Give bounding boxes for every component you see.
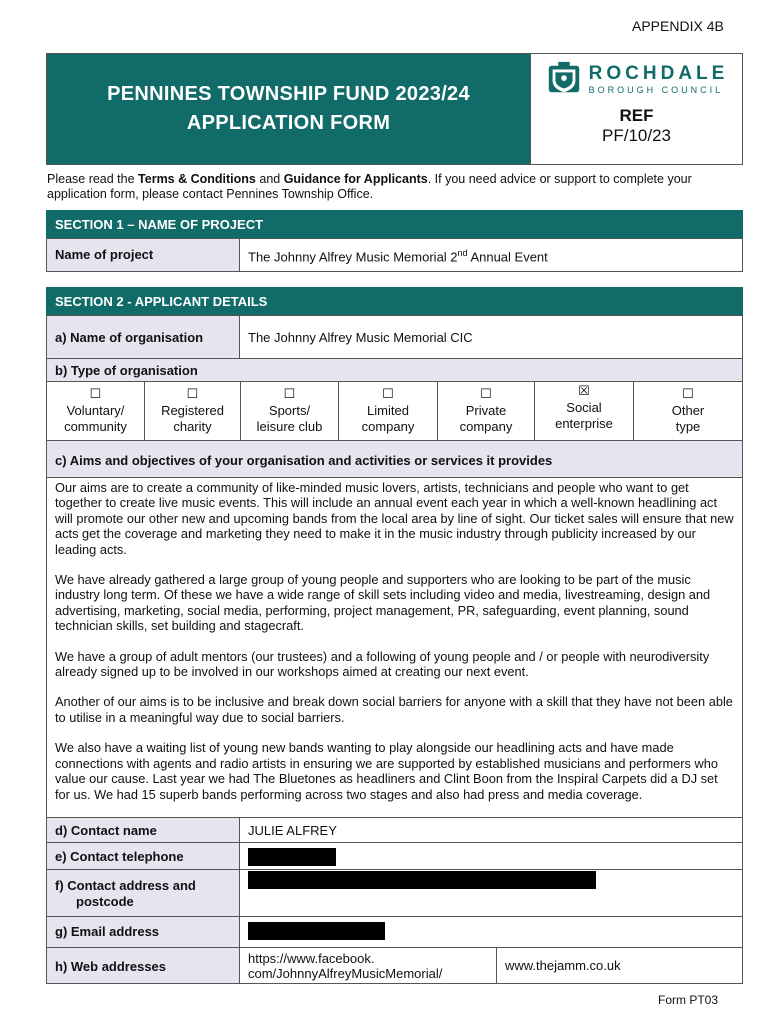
aims-paragraph: We also have a waiting list of young new bands wanting to play alongside our headlining acts and have made connections with agents and radio artists in ensuring we are supported by established musicians and performers who value our cause. Last year we had The Bluetones as headliners and Clint Boon from the Inspiral Carpets did a DJ set for us. We had 15 superb bands performing across two stages and also had press and media coverage. (55, 740, 718, 802)
council-logo (545, 60, 729, 98)
telephone-field[interactable] (240, 843, 742, 869)
project-name-label: Name of project (47, 239, 240, 271)
type-option-label: company (459, 419, 513, 434)
ref-value: PF/10/23 (602, 126, 671, 145)
type-option-label: enterprise (555, 416, 613, 431)
type-option-label: Social (566, 400, 602, 415)
web-address-facebook[interactable] (240, 948, 497, 983)
web-address-site[interactable]: www.thejamm.co.uk (505, 958, 621, 973)
checkbox-icon[interactable]: ☐ (382, 386, 394, 401)
type-option-label: Registered (161, 403, 224, 418)
crest-icon (545, 60, 583, 98)
form-header (46, 53, 743, 165)
org-name-label: a) Name of organisation (47, 316, 240, 358)
type-option-label: Voluntary/ (66, 403, 125, 418)
type-option-label: community (64, 419, 127, 434)
type-option-label: type (675, 419, 701, 434)
project-name-sup: nd (457, 248, 468, 258)
redaction-block (248, 922, 385, 940)
address-row (46, 869, 743, 917)
type-option-private[interactable] (438, 382, 535, 440)
logo-main-text: ROCHDALE (588, 63, 729, 84)
address-label-line1: f) Contact address and (55, 878, 196, 893)
telephone-label: e) Contact telephone (47, 843, 240, 869)
form-title-line1: PENNINES TOWNSHIP FUND 2023/24 (107, 83, 470, 105)
checkbox-icon[interactable]: ☐ (186, 386, 199, 401)
type-option-label: Private (465, 403, 507, 418)
type-option-label: Limited (367, 403, 409, 418)
ref-label: REF (619, 106, 654, 125)
email-label: g) Email address (47, 917, 240, 947)
web-row (46, 947, 743, 984)
org-type-label: b) Type of organisation (47, 359, 206, 381)
contact-name-row (46, 817, 743, 843)
type-option-limited[interactable] (339, 382, 438, 440)
type-option-sports[interactable] (241, 382, 339, 440)
project-name-field[interactable] (240, 239, 742, 271)
aims-label-row (46, 440, 743, 478)
checkbox-icon[interactable]: ☐ (89, 386, 102, 401)
ref-block (530, 54, 742, 164)
type-option-label: leisure club (256, 419, 323, 434)
checkbox-icon[interactable]: ☐ (480, 386, 492, 401)
telephone-row (46, 842, 743, 870)
form-code: Form PT03 (658, 993, 719, 1007)
type-option-charity[interactable] (145, 382, 241, 440)
project-name-row (46, 238, 743, 272)
section1-heading: SECTION 1 – NAME OF PROJECT (46, 210, 743, 238)
aims-text-field[interactable] (46, 478, 743, 818)
type-option-label: company (361, 419, 415, 434)
aims-label: c) Aims and objectives of your organisation and activities or services it provides (47, 441, 560, 477)
contact-name-field[interactable]: JULIE ALFREY (248, 823, 337, 838)
email-row (46, 916, 743, 948)
web-address-facebook-line1: https://www.facebook. (248, 951, 375, 966)
address-field[interactable] (240, 870, 742, 916)
web-label: h) Web addresses (47, 948, 240, 983)
intro-part2: and (255, 172, 284, 186)
org-name-row (46, 315, 743, 359)
section2-heading: SECTION 2 - APPLICANT DETAILS (46, 287, 743, 315)
type-option-label: charity (173, 419, 212, 434)
org-type-options (46, 381, 743, 441)
redaction-block (248, 848, 336, 866)
project-name-text-end: Annual Event (467, 249, 548, 265)
checked-checkbox-icon[interactable]: ☒ (578, 383, 590, 398)
aims-paragraph: Our aims are to create a community of like-minded music lovers, artists, technicians and people who want to get together to create live music events. This will include an annual event each year in which a well-known headlining act will promote our other new and upcoming bands from the local area by line of sight. Our ticket sales will ensure that new acts get the coverage and marketing they need to make it in the music industry through publicity increased by our leading acts. (55, 480, 734, 557)
appendix-label: APPENDIX 4B (632, 18, 724, 34)
form-title-block (47, 54, 530, 164)
guidance-link: Guidance for Applicants (283, 172, 428, 186)
address-label-line2: postcode (76, 894, 134, 909)
aims-paragraph: We have already gathered a large group of young people and supporters who are looking to be part of the music industry long term. Of these we have a wide range of skill sets including video and media, livestreaming, design and advertising, marketing, social media, performing, project management, PR, safeguarding, event planning, sound technician skills, set building and stagecraft. (55, 572, 711, 634)
type-option-social-enterprise[interactable] (535, 382, 634, 440)
type-option-other[interactable] (634, 382, 742, 440)
aims-paragraph: We have a group of adult mentors (our trustees) and a following of young people and / or people with neurodiversity already signed up to be involved in our workshops aimed at creating our next event. (55, 648, 710, 680)
org-name-field[interactable]: The Johnny Alfrey Music Memorial CIC (248, 330, 473, 345)
intro-part1: Please read the (47, 172, 139, 186)
web-address-facebook-line2: com/JohnnyAlfreyMusicMemorial/ (248, 966, 443, 981)
project-name-text: The Johnny Alfrey Music Memorial 2 (248, 249, 458, 265)
type-option-voluntary[interactable] (47, 382, 145, 440)
checkbox-icon[interactable]: ☐ (682, 386, 694, 401)
address-label (47, 870, 240, 916)
intro-part3: . If you need advice or support to complete your application form, please contact Pennines Township Office. (47, 172, 692, 201)
email-field[interactable] (240, 917, 742, 947)
aims-paragraph: Another of our aims is to be inclusive and break down social barriers for anyone with a skill that they have not been able to utilise in a meaningful way due to social barriers. (55, 694, 733, 725)
checkbox-icon[interactable]: ☐ (283, 386, 296, 401)
terms-link: Terms & Conditions (138, 172, 256, 186)
org-type-label-row (46, 358, 743, 382)
redaction-block (248, 871, 596, 889)
logo-sub-text: BOROUGH COUNCIL (588, 85, 724, 95)
type-option-label: Other (671, 403, 705, 418)
intro-text (47, 172, 747, 202)
form-title-line2: APPLICATION FORM (186, 112, 391, 134)
type-option-label: Sports/ (268, 403, 311, 418)
contact-name-label: d) Contact name (47, 818, 240, 842)
